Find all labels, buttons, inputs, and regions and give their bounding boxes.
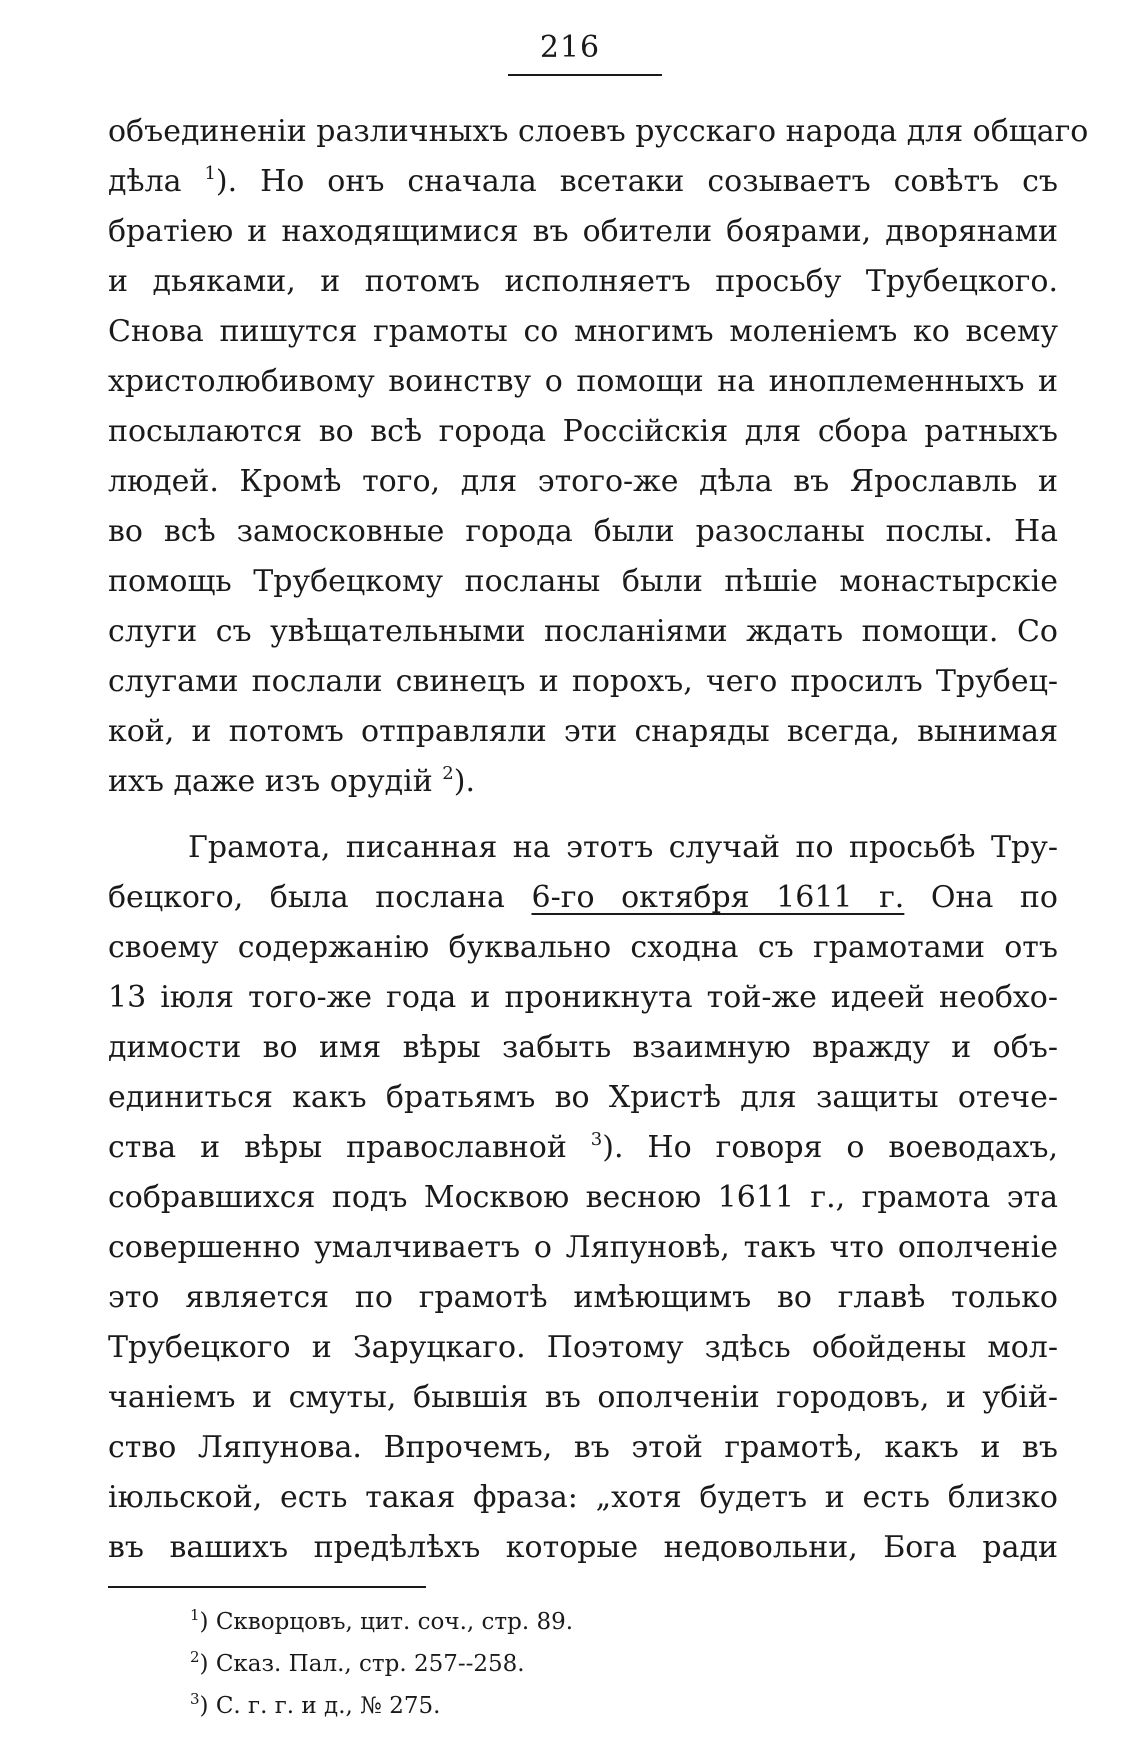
text-fragment: ).: [453, 764, 475, 799]
text-line: Трубецкого и Заруцкаго. Поэтому здѣсь обойдены мол-: [108, 1330, 1058, 1365]
text-line: братiею и находящимися въ обители боярами, дворянами: [108, 214, 1058, 249]
footnote-3: [190, 1685, 890, 1727]
footnote-text: ) Сказ. Пал., стр. 257--258.: [199, 1651, 525, 1677]
footnote-ref-2[interactable]: 2: [442, 763, 454, 784]
text-line: ство Ляпунова. Впрочемъ, въ этой грамотѣ, какъ и въ: [108, 1430, 1058, 1465]
text-line: собравшихся подъ Москвою весною 1611 г., грамота эта: [108, 1180, 1058, 1215]
footnote-ref-1[interactable]: 1: [204, 163, 216, 184]
paragraph-gap: [108, 807, 1058, 823]
footnote-text: ) Скворцовъ, цит. соч., стр. 89.: [199, 1609, 574, 1635]
text-line: это является по грамотѣ имѣющимъ во главѣ только: [108, 1280, 1058, 1315]
body-text: [108, 107, 1089, 1573]
footnote-rule: [108, 1586, 426, 1588]
text-line: димости во имя вѣры забыть взаимную вражду и объ-: [108, 1030, 1058, 1065]
text-fragment: ). Но онъ сначала всетаки созываетъ совѣтъ съ: [215, 164, 1058, 199]
underlined-date: 6-го октября 1611 г.: [531, 880, 905, 915]
text-line: въ вашихъ предѣлѣхъ которые недовольни, Бога ради: [108, 1530, 1058, 1565]
text-line: слугами послали свинецъ и порохъ, чего просилъ Трубец-: [108, 664, 1058, 699]
text-line: Грамота, писанная на этотъ случай по просьбѣ Тру-: [188, 830, 1058, 865]
text-line: Снова пишутся грамоты со многимъ моленiемъ ко всему: [108, 314, 1058, 349]
footnote-ref-3[interactable]: 3: [590, 1129, 603, 1150]
text-fragment: ства и вѣры православной: [108, 1130, 591, 1165]
footnote-1: [190, 1601, 890, 1643]
text-line: iюльской, есть такая фраза: „хотя будетъ и есть близко: [108, 1480, 1058, 1515]
text-line: христолюбивому воинству о помощи на иноплеменныхъ и: [108, 364, 1058, 399]
text-fragment: Она по: [904, 880, 1058, 915]
text-line: во всѣ замосковные города были разосланы послы. На: [108, 514, 1058, 549]
text-line: своему содержанiю буквально сходна съ грамотами отъ: [108, 930, 1058, 965]
text-line: объединенiи различныхъ слоевъ русскаго народа для общаго: [108, 114, 1089, 149]
text-fragment: ихъ даже изъ орудiй: [108, 764, 443, 799]
footnote-mark: 1: [190, 1606, 200, 1624]
text-line: кой, и потомъ отправляли эти снаряды всегда, вынимая: [108, 714, 1058, 749]
text-line: и дьяками, и потомъ исполняетъ просьбу Трубецкого.: [108, 264, 1058, 299]
text-fragment: дѣла: [108, 164, 205, 199]
text-line: [108, 757, 1058, 807]
text-line: людей. Кромѣ того, для этого-же дѣла въ Ярославль и: [108, 464, 1058, 499]
text-line: [108, 157, 1058, 207]
footnote-2: [190, 1643, 890, 1685]
page-number: 216: [539, 30, 601, 65]
footnotes: [190, 1601, 890, 1727]
text-line: совершенно умалчиваетъ о Ляпуновѣ, такъ что ополченiе: [108, 1230, 1058, 1265]
text-line: чанiемъ и смуты, бывшiя въ ополченiи городовъ, и убiй-: [108, 1380, 1058, 1415]
footnote-mark: 3: [190, 1690, 200, 1708]
footnote-text: ) С. г. г. и д., № 275.: [199, 1693, 441, 1719]
text-line: [108, 873, 1058, 923]
footnote-mark: 2: [190, 1648, 200, 1666]
text-fragment: ). Но говоря о воеводахъ,: [602, 1130, 1058, 1165]
text-line: слуги съ увѣщательными посланiями ждать помощи. Со: [108, 614, 1058, 649]
text-line: [108, 1123, 1058, 1173]
text-line: единиться какъ братьямъ во Христѣ для защиты отече-: [108, 1080, 1058, 1115]
text-line: 13 iюля того-же года и проникнута той-же идеей необхо-: [108, 980, 1058, 1015]
text-line: помощь Трубецкому посланы были пѣшiе монастырскiе: [108, 564, 1058, 599]
text-fragment: бецкого, была послана: [108, 880, 532, 915]
text-line: посылаются во всѣ города Россiйскiя для сбора ратныхъ: [108, 414, 1058, 449]
page-number-rule: [508, 74, 662, 76]
